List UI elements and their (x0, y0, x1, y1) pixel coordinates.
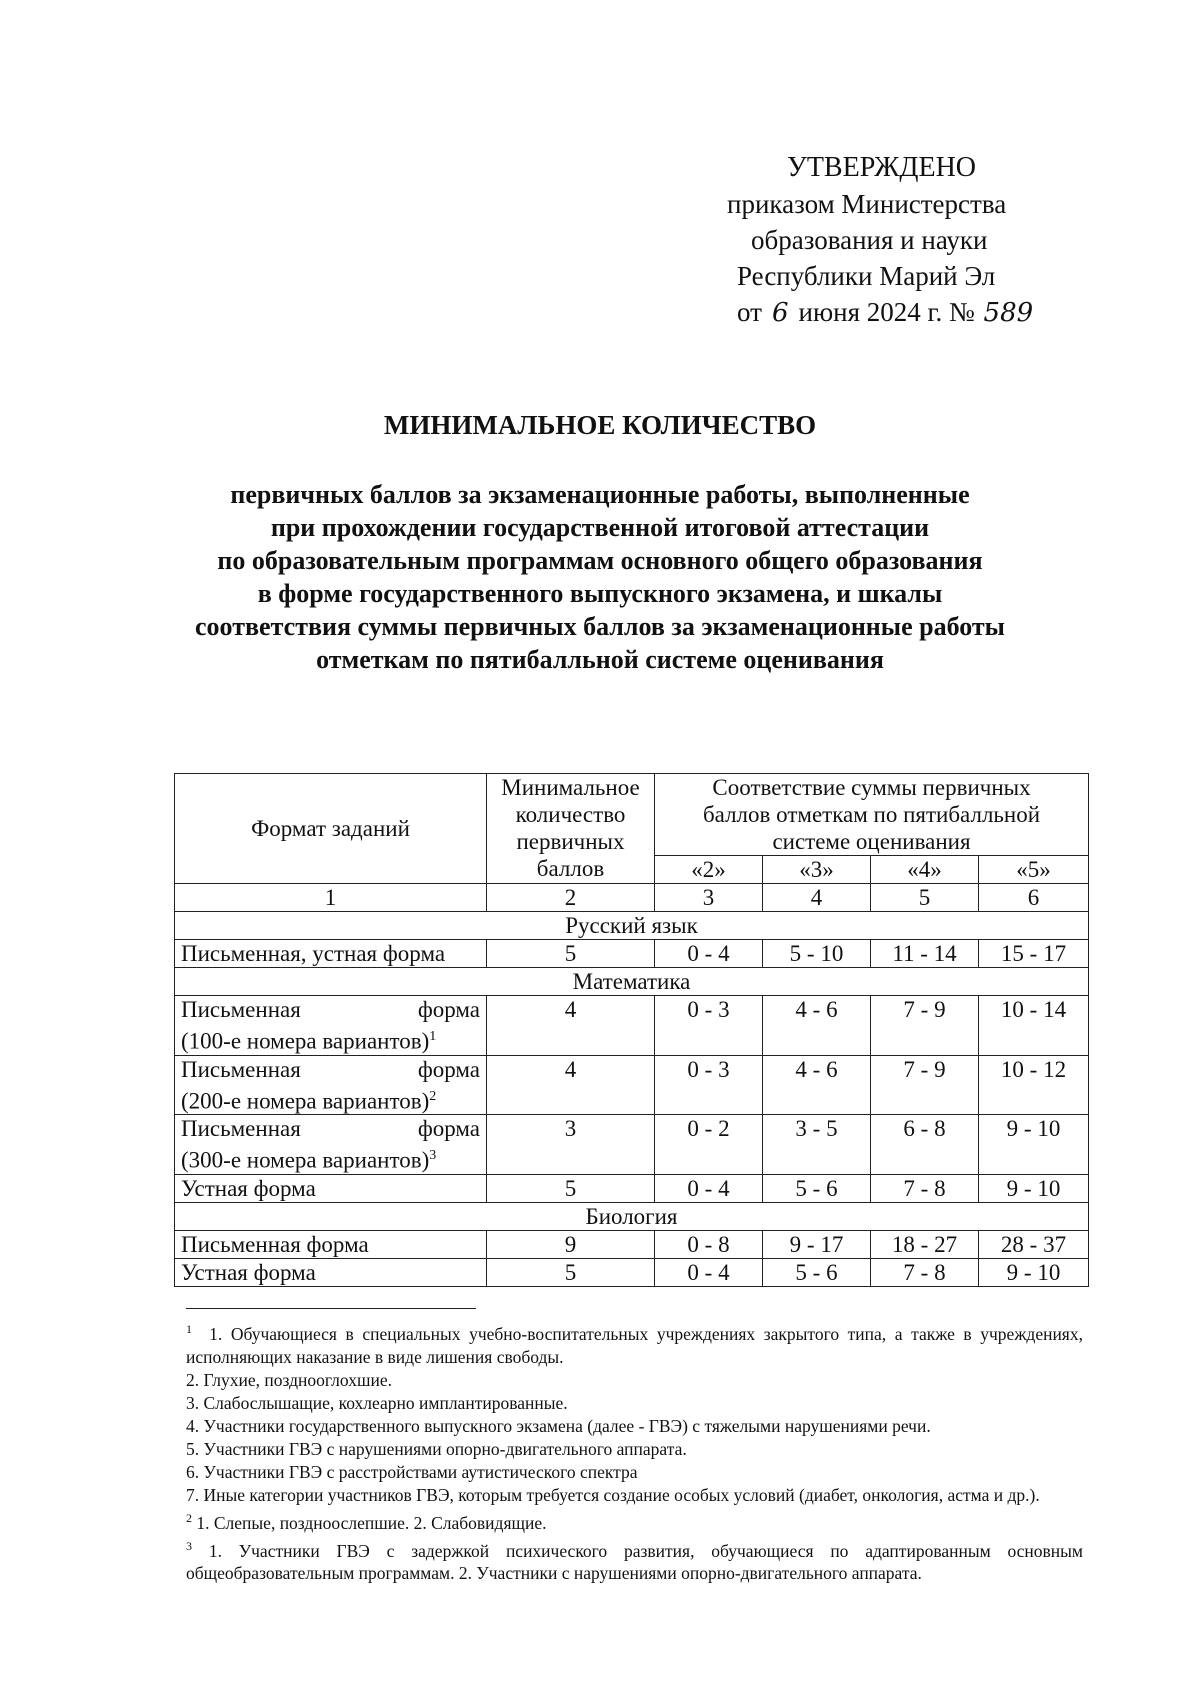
row-grade-2: 0 - 3 (655, 996, 763, 1056)
row-grade-4: 7 - 9 (871, 996, 979, 1056)
approval-date-line (727, 294, 1057, 331)
section-row-biology (175, 1202, 1089, 1230)
section-title: Математика (175, 968, 1089, 996)
footnote-3: $^3$ 1. Участники ГВЭ с задержкой психического развития, обучающиеся по адаптированным основным общеобразовательным программам. 2. Участники с нарушениями опорно-двигательного аппарата. (186, 1538, 1084, 1584)
subtitle-line: при прохождении государственной итоговой аттестации (270, 513, 930, 542)
section-title: Русский язык (175, 912, 1089, 940)
table-row (175, 940, 1089, 968)
footnote-ref: 3 (429, 1148, 437, 1164)
footnote-2: $^2$ 1. Слепые, поздноослепшие. 2. Слабовидящие. (186, 1510, 547, 1533)
footnote-marker: 1 (186, 1322, 192, 1336)
footnote-1-item: 5. Участники ГВЭ с нарушениями опорно-двигательного аппарата. (186, 1438, 687, 1459)
footnote-marker: 3 (186, 1538, 192, 1553)
col-number: 1 (175, 884, 487, 912)
table-row (175, 1258, 1089, 1286)
header-grade-3: «3» (763, 856, 871, 884)
col-number: 3 (655, 884, 763, 912)
handwritten-day: 6 (771, 298, 789, 328)
section-row-russian (175, 912, 1089, 940)
header-format: Формат заданий (175, 774, 487, 884)
row-grade-4: 7 - 8 (871, 1174, 979, 1202)
row-grade-2: 0 - 4 (655, 940, 763, 968)
row-format: Письменная форма (300-е номера вариантов)$^3$ (175, 1115, 487, 1175)
section-row-math (175, 968, 1089, 996)
row-min: 4 (487, 1055, 655, 1115)
row-min: 4 (487, 996, 655, 1056)
row-format: Устная форма (175, 1258, 487, 1286)
row-grade-4: 18 - 27 (871, 1230, 979, 1258)
footnotes (186, 1318, 1083, 1585)
row-grade-5: 10 - 12 (979, 1055, 1089, 1115)
row-grade-2: 0 - 4 (655, 1174, 763, 1202)
row-grade-5: 9 - 10 (979, 1174, 1089, 1202)
row-grade-2: 0 - 4 (655, 1258, 763, 1286)
row-format: Устная форма (175, 1174, 487, 1202)
document-title: МИНИМАЛЬНОЕ КОЛИЧЕСТВО (383, 410, 817, 440)
row-grade-5: 28 - 37 (979, 1230, 1089, 1258)
subtitle-line: по образовательным программам основного общего образования (217, 546, 983, 575)
header-grade-5: «5» (979, 856, 1089, 884)
row-grade-4: 7 - 9 (871, 1055, 979, 1115)
col-number: 6 (979, 884, 1089, 912)
footnote-ref: 1 (429, 1029, 437, 1044)
footnote-1-item: 6. Участники ГВЭ с расстройствами аутистического спектра (186, 1461, 638, 1482)
row-min: 5 (487, 1174, 655, 1202)
footnote-1-item: 2. Глухие, позднооглохшие. (186, 1369, 392, 1390)
row-grade-4: 11 - 14 (871, 940, 979, 968)
table-row (175, 1115, 1089, 1175)
header-grade-4: «4» (871, 856, 979, 884)
document-subtitle (150, 478, 1050, 676)
row-grade-4: 7 - 8 (871, 1258, 979, 1286)
row-grade-4: 6 - 8 (871, 1115, 979, 1175)
row-grade-5: 9 - 10 (979, 1258, 1089, 1286)
table-row (175, 1230, 1089, 1258)
table-row (175, 996, 1089, 1056)
column-numbers-row (175, 884, 1089, 912)
row-min: 5 (487, 1258, 655, 1286)
row-grade-5: 9 - 10 (979, 1115, 1089, 1175)
row-min: 9 (487, 1230, 655, 1258)
row-min: 5 (487, 940, 655, 968)
row-grade-5: 10 - 14 (979, 996, 1089, 1056)
subtitle-line: отметкам по пятибалльной системе оценивания (316, 645, 884, 674)
footnote-marker: 2 (186, 1510, 192, 1525)
subtitle-line: в форме государственного выпускного экзамена, и шкалы (257, 579, 943, 608)
row-grade-2: 0 - 3 (655, 1055, 763, 1115)
footnote-divider (186, 1308, 476, 1309)
row-grade-3: 4 - 6 (763, 1055, 871, 1115)
handwritten-order-number: 589 (983, 298, 1034, 328)
row-format: Письменная форма (100-е номера вариантов)$^1$ (175, 996, 487, 1056)
scores-table (174, 773, 1089, 1287)
approval-line-ministry: образования и науки (751, 225, 988, 255)
table-row (175, 1174, 1089, 1202)
col-number: 4 (763, 884, 871, 912)
footnote-1-item: 3. Слабослышащие, кохлеарно имплантированные. (186, 1392, 568, 1413)
table-row (175, 1055, 1089, 1115)
row-format: Письменная форма (200-е номера вариантов)$^2$ (175, 1055, 487, 1115)
footnote-1-item: $^1$ 1. Обучающиеся в специальных учебно-воспитательных учреждениях закрытого типа, а также в учреждениях, исполняющих наказание в виде лишения свободы. (186, 1322, 1083, 1367)
table-header-row (175, 774, 1089, 856)
footnote-1-item: 4. Участники государственного выпускного экзамена (далее - ГВЭ) с тяжелыми нарушениями речи. (186, 1415, 931, 1436)
approval-line-order: приказом Министерства (727, 189, 1007, 219)
footnote-ref: 2 (429, 1088, 437, 1104)
footnote-1-item: 7. Иные категории участников ГВЭ, которым требуется создание особых условий (диабет, онкология, астма и др.). (186, 1484, 1040, 1505)
subtitle-line: соответствия суммы первичных баллов за экзаменационные работы (195, 612, 1005, 641)
header-grade-2: «2» (655, 856, 763, 884)
row-grade-5: 15 - 17 (979, 940, 1089, 968)
col-number: 2 (487, 884, 655, 912)
row-grade-3: 9 - 17 (763, 1230, 871, 1258)
row-grade-3: 3 - 5 (763, 1115, 871, 1175)
date-rest: июня 2024 г. № (798, 297, 975, 327)
section-title: Биология (175, 1202, 1089, 1230)
approval-block (727, 150, 1057, 331)
date-prefix: от (737, 297, 762, 327)
header-min-score: Минимальное количество первичных баллов (487, 774, 655, 884)
subtitle-line: первичных баллов за экзаменационные работы, выполненные (230, 480, 970, 509)
approval-line-republic: Республики Марий Эл (737, 261, 996, 291)
row-grade-2: 0 - 2 (655, 1115, 763, 1175)
row-grade-3: 5 - 10 (763, 940, 871, 968)
row-grade-3: 4 - 6 (763, 996, 871, 1056)
col-number: 5 (871, 884, 979, 912)
approval-heading: УТВЕРЖДЕНО (787, 152, 977, 183)
row-min: 3 (487, 1115, 655, 1175)
row-format: Письменная форма (175, 1230, 487, 1258)
row-grade-2: 0 - 8 (655, 1230, 763, 1258)
header-correspondence: Соответствие суммы первичных баллов отметкам по пятибалльной системе оценивания (655, 774, 1089, 856)
row-format: Письменная, устная форма (175, 940, 487, 968)
row-grade-3: 5 - 6 (763, 1174, 871, 1202)
row-grade-3: 5 - 6 (763, 1258, 871, 1286)
